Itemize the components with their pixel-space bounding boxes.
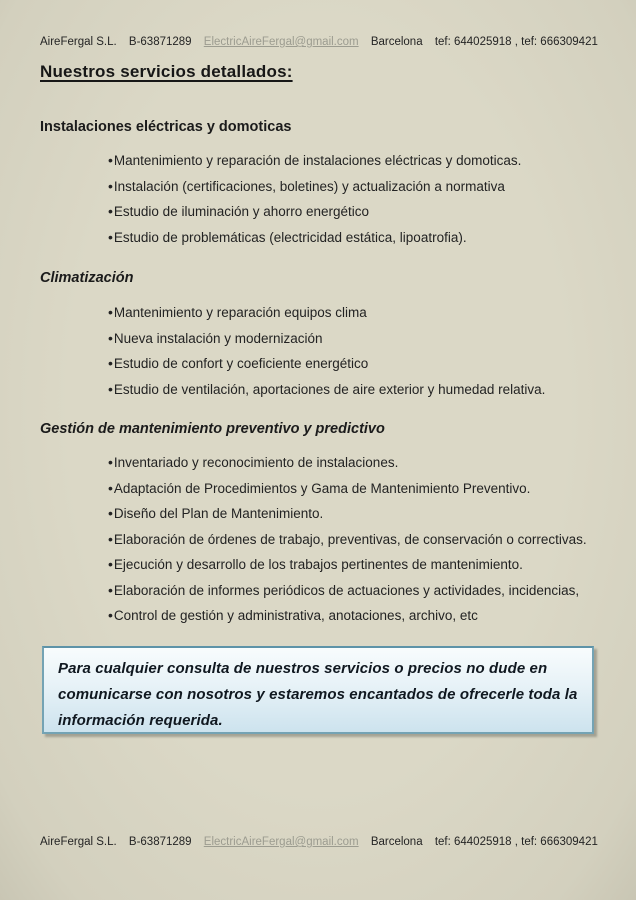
service-item: • Estudio de iluminación y ahorro energético (108, 199, 626, 225)
footer-contact-line (40, 836, 628, 848)
email-link[interactable]: ElectricAireFergal@gmail.com (203, 36, 359, 48)
service-item: • Ejecución y desarrollo de los trabajos pertinentes de mantenimiento. (108, 552, 626, 578)
service-item: • Inventariado y reconocimiento de instalaciones. (108, 450, 626, 476)
service-item: • Instalación (certificaciones, boletines) y actualización a normativa (108, 174, 626, 200)
service-item: • Mantenimiento y reparación equipos clima (108, 300, 626, 326)
service-item: • Elaboración de órdenes de trabajo, preventivas, de conservación o correctivas. (108, 527, 626, 553)
section-heading-climatizacion: Climatización (40, 270, 134, 286)
company-name: AireFergal S.L. (40, 36, 117, 48)
notice-box (42, 646, 594, 734)
service-list-gestion-mantenimiento (40, 450, 626, 629)
page-title: Nuestros servicios detallados: (40, 62, 293, 81)
service-item: • Estudio de ventilación, aportaciones de aire exterior y humedad relativa. (108, 377, 626, 403)
service-item: • Elaboración de informes periódicos de actuaciones y actividades, incidencias, (108, 578, 626, 604)
service-list-climatizacion (40, 300, 626, 402)
registration-number: B-63871289 (128, 36, 192, 48)
service-item: • Mantenimiento y reparación de instalaciones eléctricas y domoticas. (108, 148, 626, 174)
registration-number: B-63871289 (128, 836, 192, 848)
service-item: • Nueva instalación y modernización (108, 326, 626, 352)
service-item: • Estudio de problemáticas (electricidad estática, lipoatrofia). (108, 225, 626, 251)
service-item: • Control de gestión y administrativa, anotaciones, archivo, etc (108, 603, 626, 629)
header-contact-line (40, 36, 626, 48)
service-item: • Adaptación de Procedimientos y Gama de Mantenimiento Preventivo. (108, 476, 626, 502)
city-label: Barcelona (370, 36, 423, 48)
phone-numbers: tef: 644025918 , tef: 666309421 (434, 836, 598, 848)
service-item: • Diseño del Plan de Mantenimiento. (108, 501, 626, 527)
service-item: • Estudio de confort y coeficiente energético (108, 351, 626, 377)
section-heading-instalaciones: Instalaciones eléctricas y domoticas (40, 119, 292, 135)
company-name: AireFergal S.L. (40, 836, 117, 848)
service-list-instalaciones (40, 148, 626, 250)
email-link[interactable]: ElectricAireFergal@gmail.com (203, 836, 359, 848)
section-heading-gestion-mantenimiento: Gestión de mantenimiento preventivo y predictivo (40, 421, 385, 437)
city-label: Barcelona (370, 836, 423, 848)
phone-numbers: tef: 644025918 , tef: 666309421 (434, 36, 598, 48)
notice-text: Para cualquier consulta de nuestros servicios o precios no dude en comunicarse con nosotros y estaremos encantados de ofrecerle toda la información requerida. (58, 659, 578, 729)
